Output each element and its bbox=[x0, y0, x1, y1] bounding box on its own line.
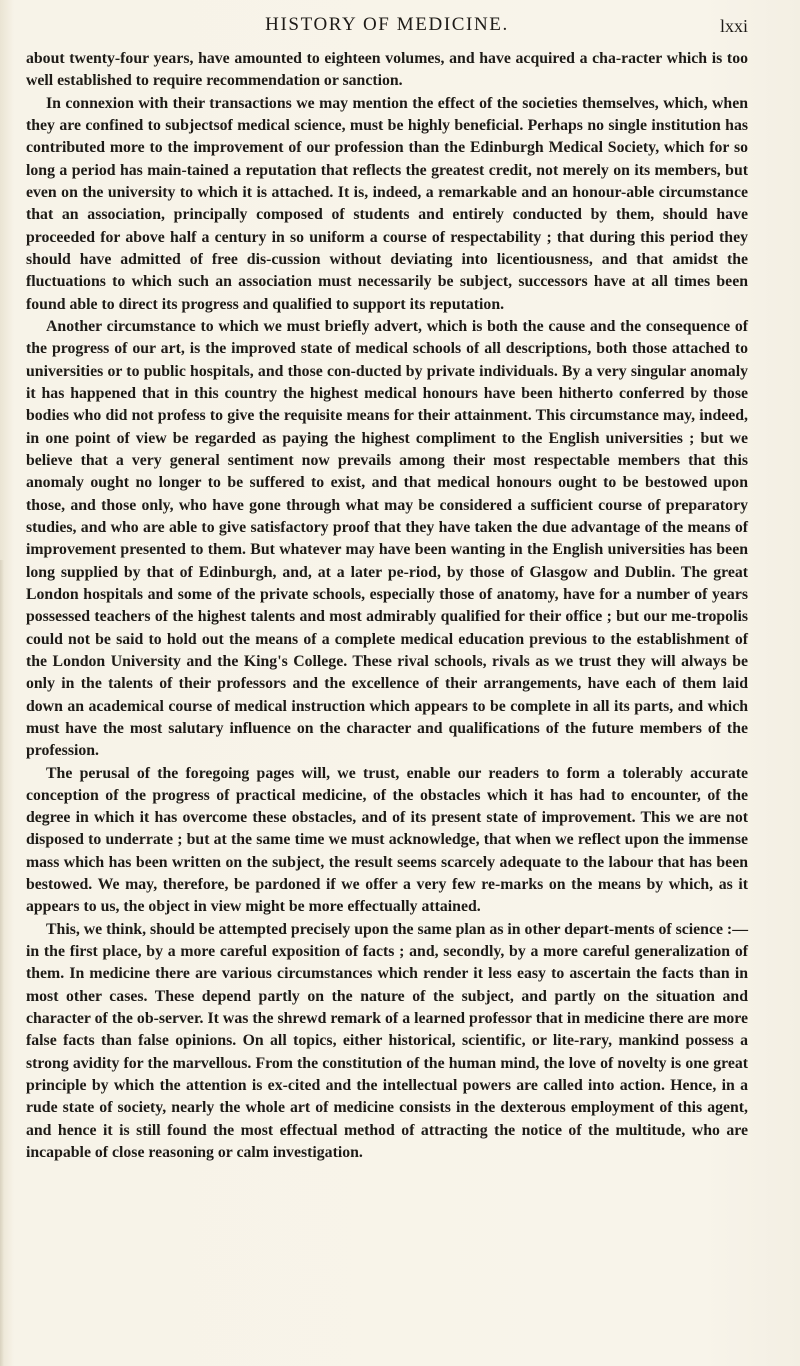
paragraph-facts-generalization: This, we think, should be attempted precisely upon the same plan as in other depart-ments of science :—in the first place, by a more careful exposition of facts ; and, secondly, by a more careful generalization of them. In medicine there are various circumstances which render it less easy to ascertain the facts than in most other cases. These depend partly on the nature of the subject, and partly on the situation and character of the ob-server. It was the shrewd remark of a learned professor that in medicine there are more false facts than false opinions. On all topics, either historical, scientific, or lite-rary, mankind possess a strong avidity for the marvellous. From the constitution of the human mind, the love of novelty is one great principle by which the attention is ex-cited and the intellectual powers are called into action. Hence, in a rude state of society, nearly the whole art of medicine consists in the dexterous employment of this agent, and hence it is still found the most effectual method of attracting the notice of the multitude, who are incapable of close reasoning or calm investigation. bbox=[26, 920, 748, 1162]
page-edge-shadow bbox=[0, 560, 4, 1366]
paragraph-societies: In connexion with their transactions we may mention the effect of the societies themselves, which, when they are confined to subjectsof medical science, must be highly beneficial. Perhaps no single institution has contributed more to the improvement of our profession than the Edinburgh Medical Society, which for so long a period has main-tained a reputation that reflects the greatest credit, not merely on its members, but even on the university to which it is attached. It is, indeed, a remarkable and an honour-able circumstance that an association, principally composed of students and entirely conducted by them, should have proceeded for above half a century in so uniform a course of respectability ; that during this period they should have admitted of free dis-cussion without deviating into licentiousness, and that amidst the fluctuations to which such an association must necessarily be subject, successors have at all times been found able to direct its progress and qualified to support its reputation. bbox=[26, 94, 748, 313]
paragraph-medical-schools: Another circumstance to which we must briefly advert, which is both the cause and the consequence of the progress of our art, is the improved state of medical schools of all descriptions, both those attached to universities or to public hospitals, and those con-ducted by private individuals. By a very singular anomaly it has happened that in this country the highest medical honours have been hitherto conferred by those bodies who did not profess to give the requisite means for their attainment. This circumstance may, indeed, in one point of view be regarded as paying the highest compliment to the English universities ; but we believe that a very general sentiment now prevails among their most respectable members that this anomaly ought no longer to be suffered to exist, and that medical honours ought to be bestowed upon those, and those only, who have gone through what may be considered a sufficient course of preparatory studies, and who are able to give satisfactory proof that they have taken the due advantage of the means of improvement presented to them. But whatever may have been wanting in the English universities has been long supplied by that of Edinburgh, and, at a later pe-riod, by those of Glasgow and Dublin. The great London hospitals and some of the private schools, especially those of anatomy, have for a number of years possessed teachers of the highest talents and most admirably qualified for their office ; but our me-tropolis could not be said to hold out the means of a complete medical education previous to the establishment of the London University and the King's College. These rival schools, rivals as we trust they will always be only in the talents of their professors and the excellence of their arrangements, have each of them laid down an academical course of medical instruction which appears to be complete in all its parts, and which must have the most salutary influence on the character and qualifications of the future members of the profession. bbox=[26, 317, 748, 760]
paragraph-continued: about twenty-four years, have amounted to eighteen volumes, and have acquired a cha-racter which is too well established to require recommendation or sanction. bbox=[26, 50, 748, 90]
paragraph-foregoing-pages: The perusal of the foregoing pages will, we trust, enable our readers to form a tolerably accurate conception of the progress of practical medicine, of the obstacles which it has had to encounter, of the degree in which it has overcome these obstacles, and of its present state of improvement. This we are not disposed to underrate ; but at the same time we must acknowledge, that when we reflect upon the immense mass which has been written on the subject, the result seems scarcely adequate to the labour that has been bestowed. We may, therefore, be pardoned if we offer a very few re-marks on the means by which, as it appears to us, the object in view might be more effectually attained. bbox=[26, 764, 748, 916]
body-text bbox=[26, 48, 748, 1164]
running-head bbox=[26, 14, 748, 42]
running-title: HISTORY OF MEDICINE. bbox=[265, 14, 509, 35]
page-number: lxxi bbox=[719, 16, 748, 36]
